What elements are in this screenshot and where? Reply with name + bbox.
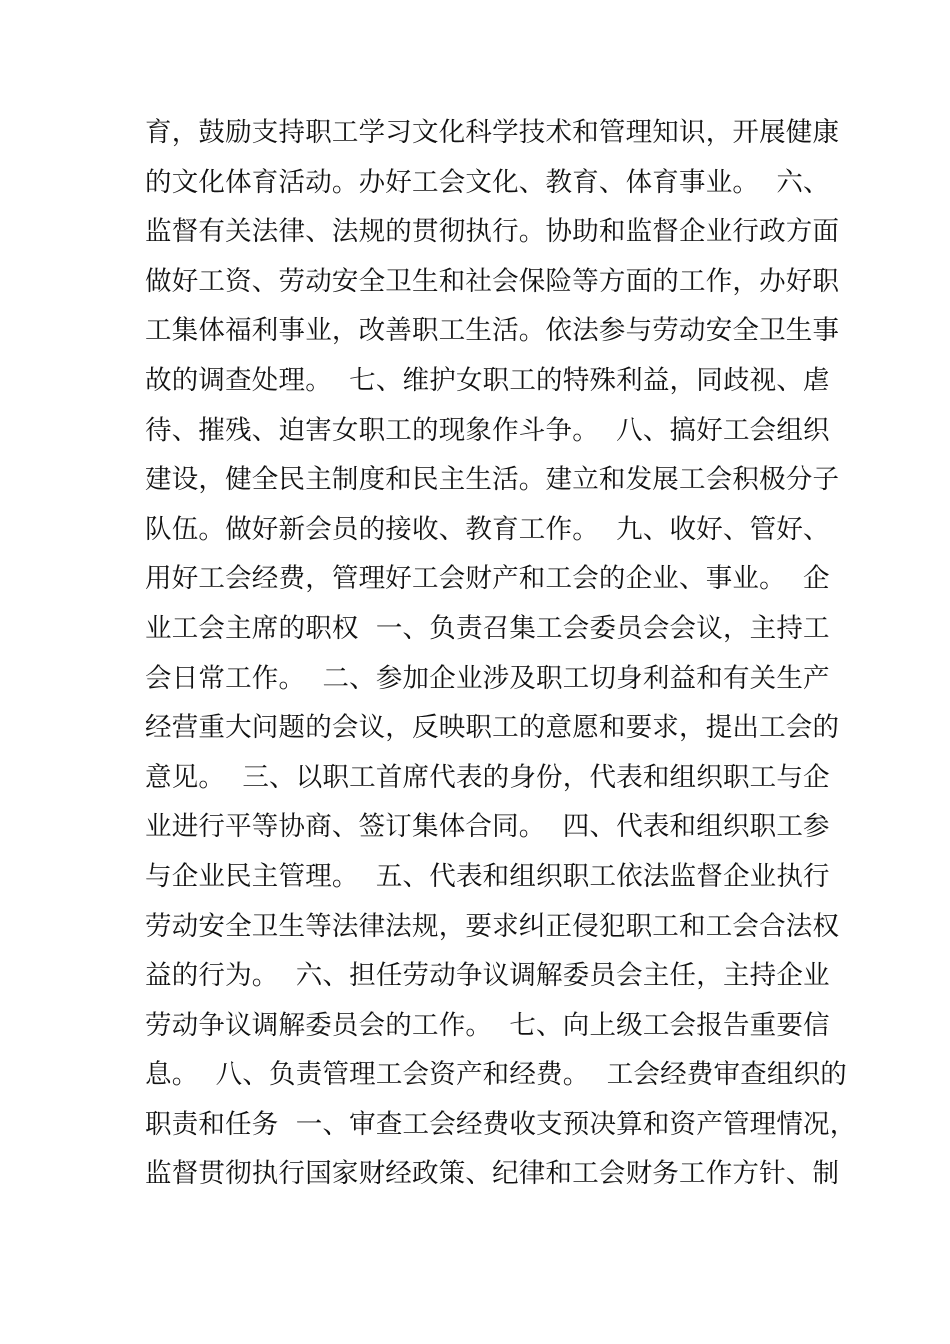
text-line: 待、摧残、迫害女职工的现象作斗争。 八、搞好工会组织 (145, 414, 830, 446)
text-line: 的文化体育活动。办好工会文化、教育、体育事业。 六、 (145, 166, 830, 198)
text-line: 会日常工作。 二、参加企业涉及职工切身利益和有关生产 (145, 662, 830, 694)
text-line: 队伍。做好新会员的接收、教育工作。 九、收好、管好、 (145, 513, 830, 545)
text-line: 息。 八、负责管理工会资产和经费。 工会经费审查组织的 (145, 1059, 847, 1091)
text-line: 意见。 三、以职工首席代表的身份，代表和组织职工与企 (145, 761, 830, 793)
text-line: 职责和任务 一、审查工会经费收支预决算和资产管理情况， (145, 1108, 857, 1140)
text-line: 用好工会经费，管理好工会财产和工会的企业、事业。 企 (145, 563, 830, 595)
text-line: 业工会主席的职权 一、负责召集工会委员会会议，主持工 (145, 612, 830, 644)
text-line: 经营重大问题的会议，反映职工的意愿和要求，提出工会的 (145, 712, 840, 744)
text-line: 工集体福利事业，改善职工生活。依法参与劳动安全卫生事 (145, 315, 840, 347)
document-body (145, 108, 857, 1199)
text-line: 劳动安全卫生等法律法规，要求纠正侵犯职工和工会合法权 (145, 910, 840, 942)
text-line: 育，鼓励支持职工学习文化科学技术和管理知识，开展健康 (145, 117, 840, 148)
text-line: 故的调查处理。 七、维护女职工的特殊利益，同歧视、虐 (145, 364, 830, 396)
text-line: 做好工资、劳动安全卫生和社会保险等方面的工作，办好职 (145, 265, 840, 297)
text-line: 建设，健全民主制度和民主生活。建立和发展工会积极分子 (145, 464, 840, 496)
text-line: 监督有关法律、法规的贯彻执行。协助和监督企业行政方面 (145, 216, 840, 248)
text-line: 与企业民主管理。 五、代表和组织职工依法监督企业执行 (145, 860, 830, 892)
text-line: 业进行平等协商、签订集体合同。 四、代表和组织职工参 (145, 811, 830, 843)
text-line: 益的行为。 六、担任劳动争议调解委员会主任，主持企业 (145, 960, 830, 992)
text-line: 监督贯彻执行国家财经政策、纪律和工会财务工作方针、制 (145, 1158, 840, 1190)
text-line: 劳动争议调解委员会的工作。 七、向上级工会报告重要信 (145, 1009, 830, 1041)
